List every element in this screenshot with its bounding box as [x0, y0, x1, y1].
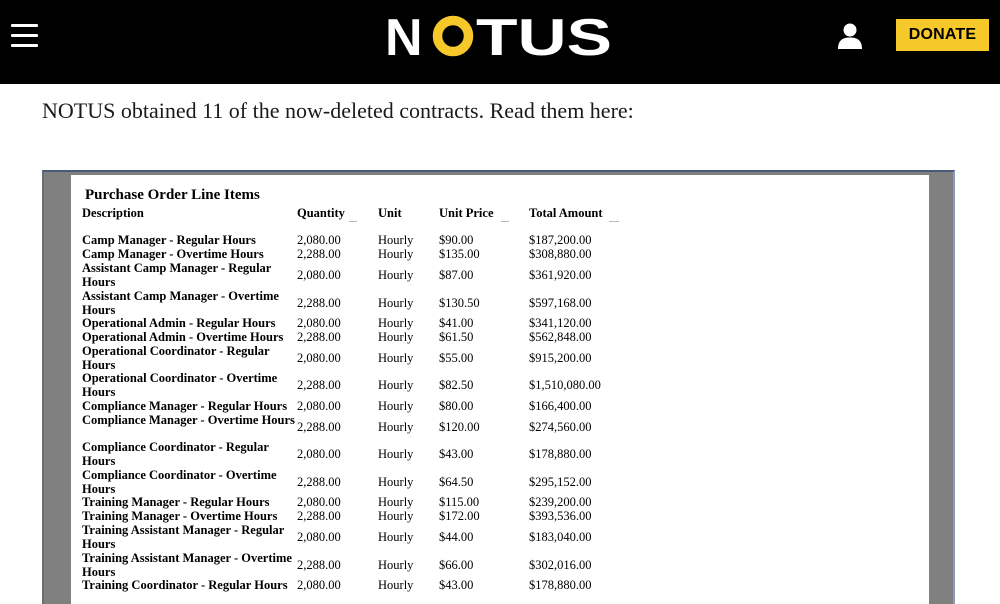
line-item-quantity: 2,080.00: [297, 578, 341, 592]
line-item-unit: Hourly: [378, 378, 414, 392]
line-item-quantity: 2,288.00: [297, 509, 341, 523]
line-item-quantity: 2,080.00: [297, 316, 341, 330]
line-item-unit-price: $44.00: [439, 530, 474, 544]
line-item-total-amount: $341,120.00: [529, 316, 592, 330]
line-item-unit: Hourly: [378, 399, 414, 413]
line-item-total-amount: $178,880.00: [529, 447, 592, 461]
line-item-description: Camp Manager - Regular Hours: [82, 233, 256, 247]
line-item-quantity: 2,288.00: [297, 475, 341, 489]
line-item-description: Training Manager - Overtime Hours: [82, 509, 278, 523]
line-item-quantity: 2,288.00: [297, 296, 341, 310]
line-item-unit-price: $41.00: [439, 316, 474, 330]
line-item-total-amount: $178,880.00: [529, 578, 592, 592]
line-item-unit-price: $64.50: [439, 475, 474, 489]
logo-letter-n: N: [385, 9, 423, 64]
line-item-unit: Hourly: [378, 447, 414, 461]
line-item-total-amount: $302,016.00: [529, 558, 592, 572]
line-item-unit: Hourly: [378, 475, 414, 489]
site-logo[interactable]: [385, 8, 615, 64]
line-item-quantity: 2,080.00: [297, 530, 341, 544]
column-header-unit: Unit: [378, 206, 402, 220]
line-item-unit-price: $66.00: [439, 558, 474, 572]
line-item-unit: Hourly: [378, 509, 414, 523]
line-item-total-amount: $1,510,080.00: [529, 378, 601, 392]
line-item-total-amount: $295,152.00: [529, 475, 592, 489]
line-item-total-amount: $393,536.00: [529, 509, 592, 523]
line-item-unit-price: $130.50: [439, 296, 480, 310]
line-item-description: Operational Coordinator - Overtime Hours: [82, 371, 278, 399]
line-item-quantity: 2,288.00: [297, 420, 341, 434]
line-item-total-amount: $915,200.00: [529, 351, 592, 365]
column-header-unit-price: Unit Price: [439, 206, 494, 220]
line-item-unit-price: $120.00: [439, 420, 480, 434]
document-title: Purchase Order Line Items: [85, 187, 260, 203]
line-item-unit-price: $43.00: [439, 447, 474, 461]
line-item-description: Assistant Camp Manager - Overtime Hours: [82, 289, 279, 317]
line-item-total-amount: $239,200.00: [529, 495, 592, 509]
logo-letter-o: [438, 21, 469, 52]
line-item-description: Operational Admin - Overtime Hours: [82, 330, 284, 344]
line-item-unit-price: $43.00: [439, 578, 474, 592]
line-item-total-amount: $597,168.00: [529, 296, 592, 310]
line-item-unit: Hourly: [378, 296, 414, 310]
line-item-unit: Hourly: [378, 530, 414, 544]
line-item-total-amount: $187,200.00: [529, 233, 592, 247]
line-item-description: Operational Admin - Regular Hours: [82, 316, 276, 330]
line-item-description: Assistant Camp Manager - Regular Hours: [82, 261, 272, 289]
line-item-quantity: 2,080.00: [297, 399, 341, 413]
column-header-quantity: Quantity: [297, 206, 345, 220]
line-item-quantity: 2,288.00: [297, 378, 341, 392]
line-item-unit-price: $90.00: [439, 233, 474, 247]
line-item-unit-price: $61.50: [439, 330, 474, 344]
line-item-total-amount: $166,400.00: [529, 399, 592, 413]
donate-button[interactable]: DONATE: [896, 19, 989, 51]
site-header: [0, 0, 1000, 84]
hamburger-icon[interactable]: [11, 22, 38, 48]
line-item-description: Training Manager - Regular Hours: [82, 495, 270, 509]
line-item-unit: Hourly: [378, 268, 414, 282]
line-item-unit: Hourly: [378, 316, 414, 330]
line-item-quantity: 2,080.00: [297, 447, 341, 461]
line-item-unit-price: $82.50: [439, 378, 474, 392]
line-item-quantity: 2,288.00: [297, 247, 341, 261]
line-item-unit: Hourly: [378, 420, 414, 434]
line-item-unit-price: $80.00: [439, 399, 474, 413]
line-item-description: Camp Manager - Overtime Hours: [82, 247, 264, 261]
line-item-quantity: 2,288.00: [297, 558, 341, 572]
line-item-description: Compliance Manager - Regular Hours: [82, 399, 288, 413]
line-item-unit: Hourly: [378, 330, 414, 344]
line-item-unit: Hourly: [378, 578, 414, 592]
line-item-total-amount: $562,848.00: [529, 330, 592, 344]
document-page: [71, 175, 929, 604]
document-viewer[interactable]: [42, 170, 955, 604]
line-item-unit: Hourly: [378, 558, 414, 572]
header-underline: [609, 221, 619, 222]
line-item-description: Operational Coordinator - Regular Hours: [82, 344, 270, 372]
article-intro-text: NOTUS obtained 11 of the now-deleted contracts. Read them here:: [42, 98, 634, 123]
header-underline: [501, 221, 509, 222]
line-item-total-amount: $308,880.00: [529, 247, 592, 261]
line-item-total-amount: $183,040.00: [529, 530, 592, 544]
column-header-description: Description: [82, 206, 144, 220]
line-item-description: Training Assistant Manager - Regular Hours: [82, 523, 285, 551]
logo-letters-tus: TUS: [476, 9, 612, 64]
line-item-description: Training Assistant Manager - Overtime Hours: [82, 551, 292, 579]
header-underline: [349, 221, 357, 222]
line-item-unit-price: $135.00: [439, 247, 480, 261]
line-item-unit: Hourly: [378, 495, 414, 509]
line-item-quantity: 2,288.00: [297, 330, 341, 344]
line-item-quantity: 2,080.00: [297, 351, 341, 365]
line-item-unit-price: $55.00: [439, 351, 474, 365]
line-item-total-amount: $361,920.00: [529, 268, 592, 282]
line-item-unit: Hourly: [378, 247, 414, 261]
user-icon[interactable]: [836, 22, 864, 50]
line-item-quantity: 2,080.00: [297, 233, 341, 247]
line-item-unit-price: $172.00: [439, 509, 480, 523]
line-item-description: Compliance Manager - Overtime Hours: [82, 413, 295, 427]
line-item-quantity: 2,080.00: [297, 268, 341, 282]
line-item-quantity: 2,080.00: [297, 495, 341, 509]
line-item-description: Compliance Coordinator - Overtime Hours: [82, 468, 277, 496]
line-item-description: Compliance Coordinator - Regular Hours: [82, 440, 269, 468]
line-item-unit: Hourly: [378, 233, 414, 247]
line-item-total-amount: $274,560.00: [529, 420, 592, 434]
line-item-description: Training Coordinator - Regular Hours: [82, 578, 288, 592]
column-header-total-amount: Total Amount: [529, 206, 603, 220]
line-item-unit-price: $115.00: [439, 495, 480, 509]
line-item-unit: Hourly: [378, 351, 414, 365]
line-item-unit-price: $87.00: [439, 268, 474, 282]
